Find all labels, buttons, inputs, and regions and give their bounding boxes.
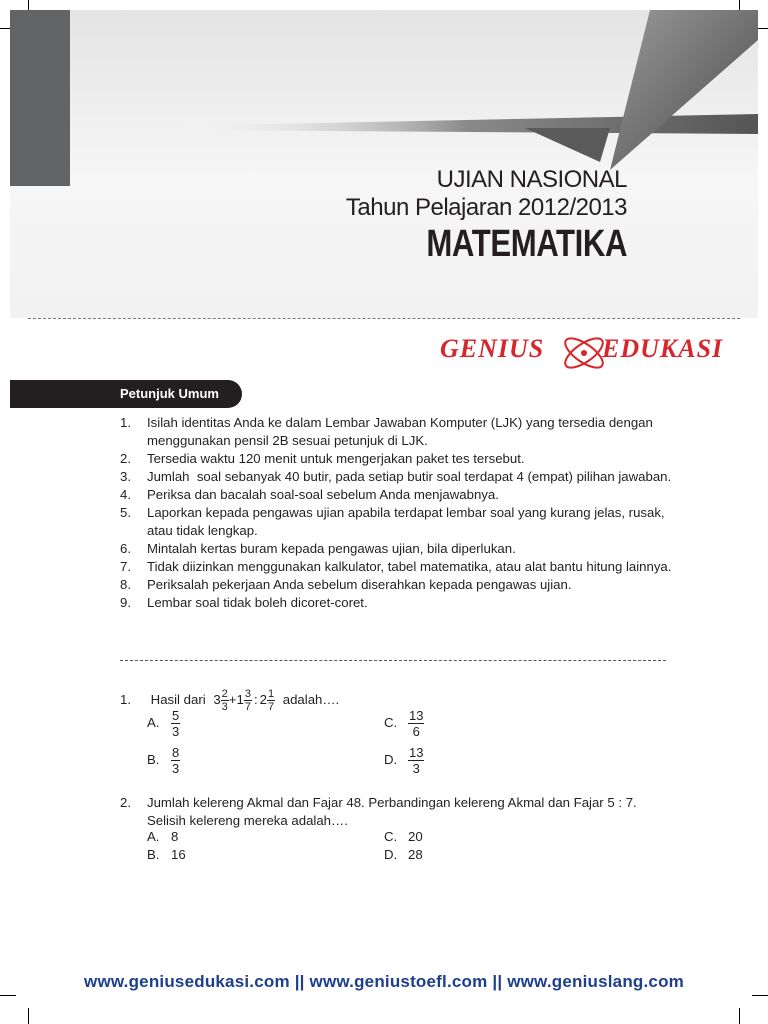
list-item: 1. Isilah identitas Anda ke dalam Lembar Jawaban Komputer (LJK) yang tersedia dengan menggunakan pensil 2B sesuai petunjuk di LJK. — [120, 415, 653, 448]
logo-text-right: EDUKASI — [602, 334, 724, 363]
header-swoosh-graphic — [10, 10, 758, 318]
q2-option-d[interactable]: D. 28 — [384, 847, 423, 862]
list-item: 5. Laporkan kepada pengawas ujian apabila terdapat lembar soal yang kurang jelas, rusak, atau tidak lengkap. — [120, 505, 665, 538]
list-item: 8. Periksalah pekerjaan Anda sebelum diserahkan kepada pengawas ujian. — [120, 577, 572, 592]
crop-mark — [752, 995, 768, 996]
header-band — [10, 10, 758, 318]
list-item: 2. Tersedia waktu 120 menit untuk mengerjakan paket tes tersebut. — [120, 451, 525, 466]
crop-mark — [28, 1008, 29, 1024]
footer-websites: www.geniusedukasi.com || www.geniustoefl.com || www.geniuslang.com — [84, 972, 684, 991]
logo-text-left: GENIUS — [440, 334, 545, 363]
exam-title-block — [346, 166, 627, 266]
exam-title-line1: UJIAN NASIONAL — [436, 166, 627, 193]
list-item: 7. Tidak diizinkan menggunakan kalkulator, tabel matematika, atau alat bantu hitung lainnya. — [120, 559, 672, 574]
general-instructions-list — [120, 414, 680, 612]
q1-option-b[interactable]: B. $\frac{8}{3}$ — [147, 745, 180, 776]
q1-expression: 3 $\frac{2}{3}$ +1 $\frac{3}{7}$ : 2 $\frac{1}{7}$ — [213, 688, 275, 713]
section-tab — [10, 380, 242, 408]
crop-mark — [739, 1008, 740, 1024]
q1-option-d[interactable]: D. $\frac{13}{3}$ — [384, 745, 424, 776]
header-divider — [28, 318, 740, 319]
q1-option-a[interactable]: A. $\frac{5}{3}$ — [147, 708, 180, 739]
question-2: 2. Jumlah kelereng Akmal dan Fajar 48. Perbandingan kelereng Akmal dan Fajar 5 : 7. Selisih kelereng mereka adalah…. — [120, 795, 637, 828]
exam-title-line2: Tahun Pelajaran 2012/2013 — [345, 194, 627, 221]
crop-mark — [0, 995, 16, 996]
q2-option-a[interactable]: A. 8 — [147, 829, 179, 844]
list-item: 9. Lembar soal tidak boleh dicoret-coret. — [120, 595, 368, 610]
list-item: 3. Jumlah soal sebanyak 40 butir, pada setiap butir soal terdapat 4 (empat) pilihan jawaban. — [120, 469, 672, 484]
question-1: 1. Hasil dari 3 $\frac{2}{3}$ +1 $\frac{3}{7}$ : 2 $\frac{1}{7}$ adalah…. — [120, 688, 340, 713]
exam-subject: MATEMATIKA — [426, 223, 627, 265]
list-item: 6. Mintalah kertas buram kepada pengawas ujian, bila diperlukan. — [120, 541, 516, 556]
q1-option-c[interactable]: C. $\frac{13}{6}$ — [384, 708, 424, 739]
side-accent-bar — [10, 10, 70, 186]
atom-icon — [560, 330, 608, 376]
questions-divider — [120, 660, 666, 661]
section-title: Petunjuk Umum — [120, 386, 219, 401]
list-item: 4. Periksa dan bacalah soal-soal sebelum Anda menjawabnya. — [120, 487, 499, 502]
genius-edukasi-logo — [440, 330, 740, 376]
q2-option-c[interactable]: C. 20 — [384, 829, 423, 844]
q2-option-b[interactable]: B. 16 — [147, 847, 186, 862]
